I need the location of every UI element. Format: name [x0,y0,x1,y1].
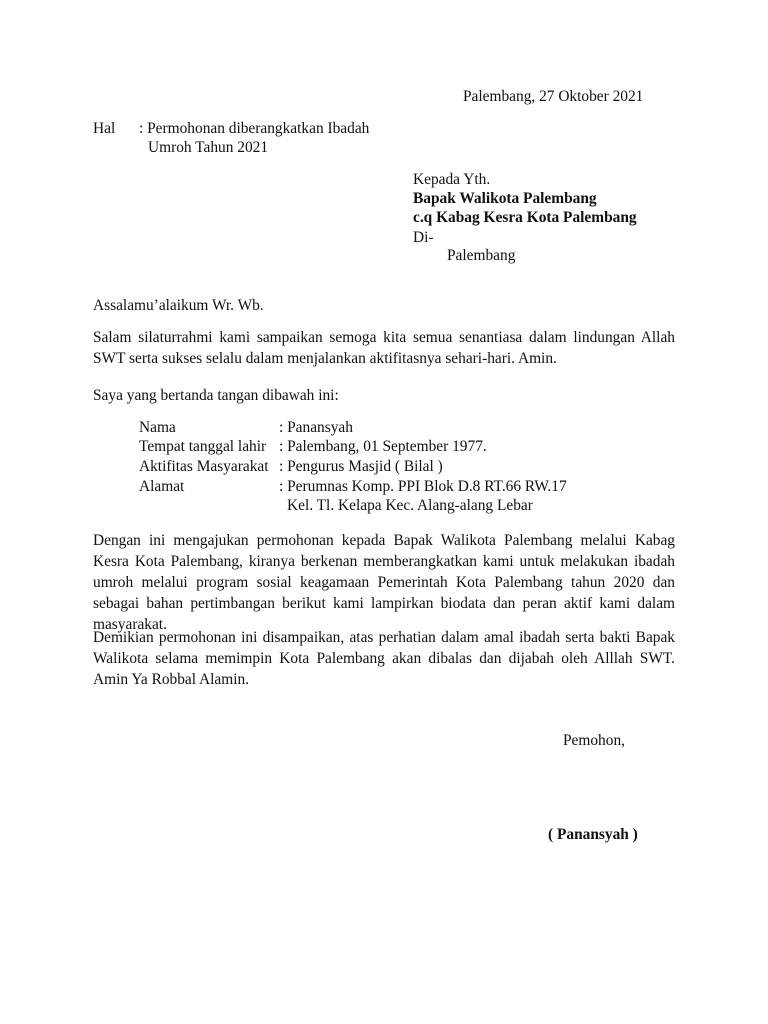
signer-name: ( Panansyah ) [548,826,638,843]
identity-value: : Pengurus Masjid ( Bilal ) [279,458,443,475]
identity-row [139,477,567,497]
subject-line-1: : Permohonan diberangkatkan Ibadah [139,120,370,137]
identity-row [139,437,487,457]
identity-label: Tempat tanggal lahir [139,438,267,455]
identity-label: Aktifitas Masyarakat [139,458,269,475]
recipient-di: Di- [413,229,434,246]
subject-label: Hal [93,120,116,137]
closing-paragraph: Demikian permohonan ini disampaikan, atas perhatian dalam amal ibadah serta bakti Bapak Walikota selama memimpin Kota Palembang akan dibalas dan dijabah oleh Alllah SWT. Amin Ya Robbal Alamin. [93,629,675,688]
signoff: Pemohon, [563,732,625,749]
identity-label: Nama [139,419,176,436]
identity-label: Alamat [139,478,185,495]
identity-row [139,418,353,438]
letter-date: Palembang, 27 Oktober 2021 [463,88,644,105]
identity-value: : Perumnas Komp. PPI Blok D.8 RT.66 RW.17 [279,478,567,495]
subject-line-2: Umroh Tahun 2021 [148,139,269,156]
intro-line: Saya yang bertanda tangan dibawah ini: [93,387,339,404]
recipient-name: Bapak Walikota Palembang [413,190,597,207]
recipient-cq: c.q Kabag Kesra Kota Palembang [413,209,637,226]
recipient-greeting: Kepada Yth. [413,171,491,188]
identity-row [139,457,443,477]
opening-paragraph: Salam silaturrahmi kami sampaikan semoga kita semua senantiasa dalam lindungan Allah SWT serta sukses selalu dalam menjalankan aktifitasnya sehari-hari. Amin. [93,329,675,367]
recipient-city: Palembang [447,247,516,264]
salutation: Assalamu’alaikum Wr. Wb. [93,297,264,314]
address-line-2: Kel. Tl. Kelapa Kec. Alang-alang Lebar [287,497,533,514]
body-paragraph: Dengan ini mengajukan permohonan kepada Bapak Walikota Palembang melalui Kabag Kesra Kota Palembang, kiranya berkenan memberangkatkan kami untuk melakukan ibadah umroh melalui program sosial keagamaan Pemerintah Kota Palembang tahun 2020 dan sebagai bahan pertimbangan berikut kami lampirkan biodata dan peran aktif kami dalam masyarakat. [93,532,675,633]
identity-value: : Palembang, 01 September 1977. [279,438,487,455]
identity-value: : Panansyah [279,419,353,436]
